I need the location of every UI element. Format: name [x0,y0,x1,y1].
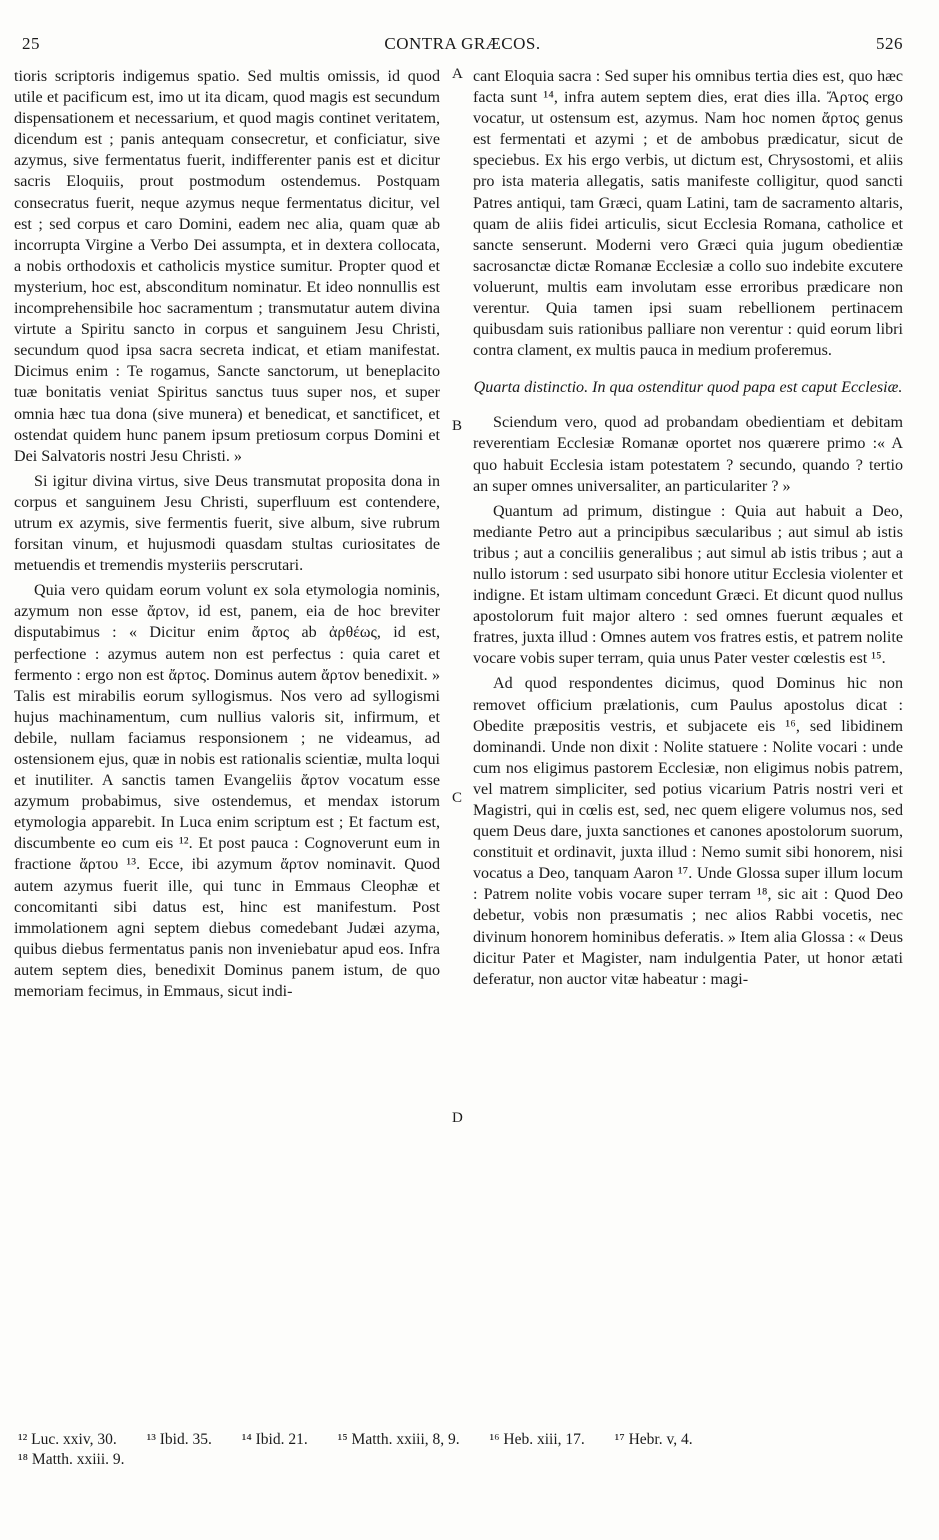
paragraph: Si igitur divina virtus, sive Deus transmutat proposita dona in corpus et sanguinem Jesu Christi, superfluum est contendere, utrum ex azymis, sive fermentis fuerit, sive album, sive rubrum forsitan vinum, et hujusmodi quasdam stultas curiositates de metuendis et tremendis mysteriis perscrutari. [14,472,440,575]
right-column [473,66,903,990]
footnote: ¹⁶ Heb. xiii, 17. [489,1431,585,1448]
footnote: ¹² Luc. xxiv, 30. [18,1431,117,1448]
paragraph: Quantum ad primum, distingue : Quia aut habuit a Deo, mediante Petro aut a principibus sæcularibus ; aut simul ab istis tribus ; aut a conciliis generalibus ; aut simul ab istis tribus ; aut a nullo istorum : sed usurpato sibi honore utitur Ecclesia violenter et indigne. Et istam ultimam concedunt Græci. Et dicunt quod nullus apostolorum fuit major altero : sed omnes fuerunt æquales et fratres, juxta illud : Omnes autem vos fratres estis, et patrem nolite vocare vobis super terram, quia unus Pater vester cœlestis est ¹⁵. [473,502,903,668]
margin-letter-c: C [452,790,463,806]
margin-letter-b: B [452,418,463,434]
footnote: ¹³ Ibid. 35. [146,1431,212,1448]
paragraph: Quia vero quidam eorum volunt ex sola etymologia nominis, azymum non esse ἄρτον, id est, panem, eia de hoc breviter disputabimus : « Dicitur enim ἄρτος ab ἀρθέως, id est, perfectione : azymus autem non est perfectus : quia caret et fermento : ergo non est ἄρτος. Dominus autem ἄρτον benedixit. » Talis est mirabilis eorum syllogismus. Nos vero ad syllogismi hujus machinamentum, cum nullius valoris sit, infirmum, et debile, nullam faciamus responsionem ; ne videamus, ad ostensionem ejus, quæ in nobis est rationalis scientiæ, multa loqui et inutiliter. A sanctis tamen Evangeliis ἄρτον vocatum esse azymum probabimus, sive ostendemus, et mendax istorum etymologia apparebit. In Luca enim scriptum est ; Et factum est, discumbente eo cum eis ¹². Et post pauca : Cognoverunt eum in fractione ἄρτου ¹³. Ecce, ibi azymum ἄρτον nominavit. Quod autem azymus fuerit ille, qui tunc in Emmaus Cleophæ et concomitanti sibi datus est, hinc est manifestum. Post immolationem agni septem diebus comedebant Judæi azyma, quibus diebus fermentatus panis non inveniebatur apud eos. Infra autem septem dies, benedixit Dominus panem istum, de quo memoriam fecimus, in Emmaus, sicut indi- [14,582,440,1001]
footnote: ¹⁴ Ibid. 21. [241,1431,308,1448]
left-column [14,66,440,1002]
footnote: ¹⁵ Matth. xxiii, 8, 9. [337,1431,460,1448]
footnotes [18,1430,909,1470]
page-number-right: 526 [876,34,903,53]
margin-letter-a: A [452,66,463,82]
paragraph: tioris scriptoris indigemus spatio. Sed multis omissis, id quod utile et pacificum est, imo ut ita dicam, quod magis est secundum dispensationem et necessarium, et quod magis continet veritatem, dicendum est ; panis antequam consecretur, et conficiatur, sive azymus, sive fermentatus fuerit, indifferenter panis est et dicitur sacris Eloquiis, prout postmodum ostendemus. Postquam consecratus fuerit, neque azymus neque fermentatus dicitur, vel est ; sed corpus et caro Domini, eadem nec alia, quam quæ ab incorrupta Virgine a Verbo Dei assumpta, et in dextera collocata, a nobis orthodoxis et catholicis mystice sumitur. Propter quod et mysterium, hoc est, absconditum nominatur. Et ideo nonnullis est incomprehensibile hoc sacramentum ; transmutatur autem divina virtute a Spiritu sancto in corpus et sanguinem Jesu Christi, secundum quod ipsa sacra secreta indicat, et etiam manifestat. Dicimus enim : Te rogamus, Sancte sanctorum, ut beneplacito tuæ bonitatis veniat Spiritus sanctus tuus super nos, et super omnia hæc tua dona (sive munera) et benedicat, et sanctificet, et ostendat quidem hunc panem ipsum pretiosum corpus Domini et Dei Salvatoris nostri Jesu Christi. » [14,68,440,465]
paragraph: Sciendum vero, quod ad probandam obedientiam et debitam reverentiam Ecclesiæ Romanæ oportet nos quærere primo :« A quo habuit Ecclesia istam potestatem ? secundo, quando ? tertio an super omnes universaliter, an particulariter ? » [473,414,903,495]
footnote: ¹⁸ Matth. xxiii. 9. [18,1451,125,1468]
page-number-left: 25 [22,34,40,53]
footnote: ¹⁷ Hebr. v, 4. [614,1431,693,1448]
paragraph: cant Eloquia sacra : Sed super his omnibus tertia dies est, quo hæc facta sunt ¹⁴, infra autem septem dies, erat dies illa. Ἄρτος ergo vocatur, ut ostensum est, azymus. Nam hoc nomen ἄρτος genus est fermentati et azymi ; et de ambobus prædicatur, sicut de speciebus. Ex his ergo verbis, ut dictum est, Chrysostomi, et aliis pro ista materia allegatis, satis manifeste colligitur, quod sancti Patres antiqui, tam Græci, quam Latini, tam de sacramento altaris, quam de aliis fidei articulis, sicut Ecclesia Romana, catholice et sancte senserunt. Moderni vero Græci quia jugum obedientiæ sacrosanctæ dictæ Romanæ Ecclesiæ a collo suo indebite excutere voluerunt, multis eam involutam esse erroribus prædicare non verentur. Quia tamen ipsi suam rebellionem pertinacem quibusdam suis rationibus palliare non verentur : quid eorum libri contra clament, ex multis pauca in medium proferemus. [473,68,903,360]
paragraph: Ad quod respondentes dicimus, quod Dominus hic non removet officium prælationis, cum Paulus apostolus dicat : Obedite præpositis vestris, et subjacete eis ¹⁶, sed libidinem dominandi. Unde non dixit : Nolite statuere : Nolite vocari : unde cum nos eligimus pastorem Ecclesiæ, non eligimus nobis patrem, vel matrem simpliciter, sed potius vicarium Patris nostri veri et Magistri, qui in cœlis est, sed, nec quem eligere volumus nos, sed quem Deus dare, juxta sanctiones et canones apostolorum suorum, constituit et ordinavit, juxta illud : Nemo sumit sibi honorem, nisi vocatus a Deo, tanquam Aaron ¹⁷. Unde Glossa super illum locum : Patrem nolite vobis vocare super terram ¹⁸, sic ait : Quod Deo debetur, vobis non præsumatis ; nec alios Rabbi vocetis, nec divinum honorem hominibus deferatis. » Item alia Glossa : « Deus dicitur Pater et Magister, nam indulgentia Pater, ut honor ætati deferatur, non auctor vitæ habeatur : magi- [473,675,903,988]
running-header [22,34,903,58]
running-title: CONTRA GRÆCOS. [384,34,541,53]
margin-letter-d: D [452,1110,463,1126]
section-heading: Quarta distinctio. In qua ostenditur quod papa est caput Ecclesiæ. [473,379,903,397]
